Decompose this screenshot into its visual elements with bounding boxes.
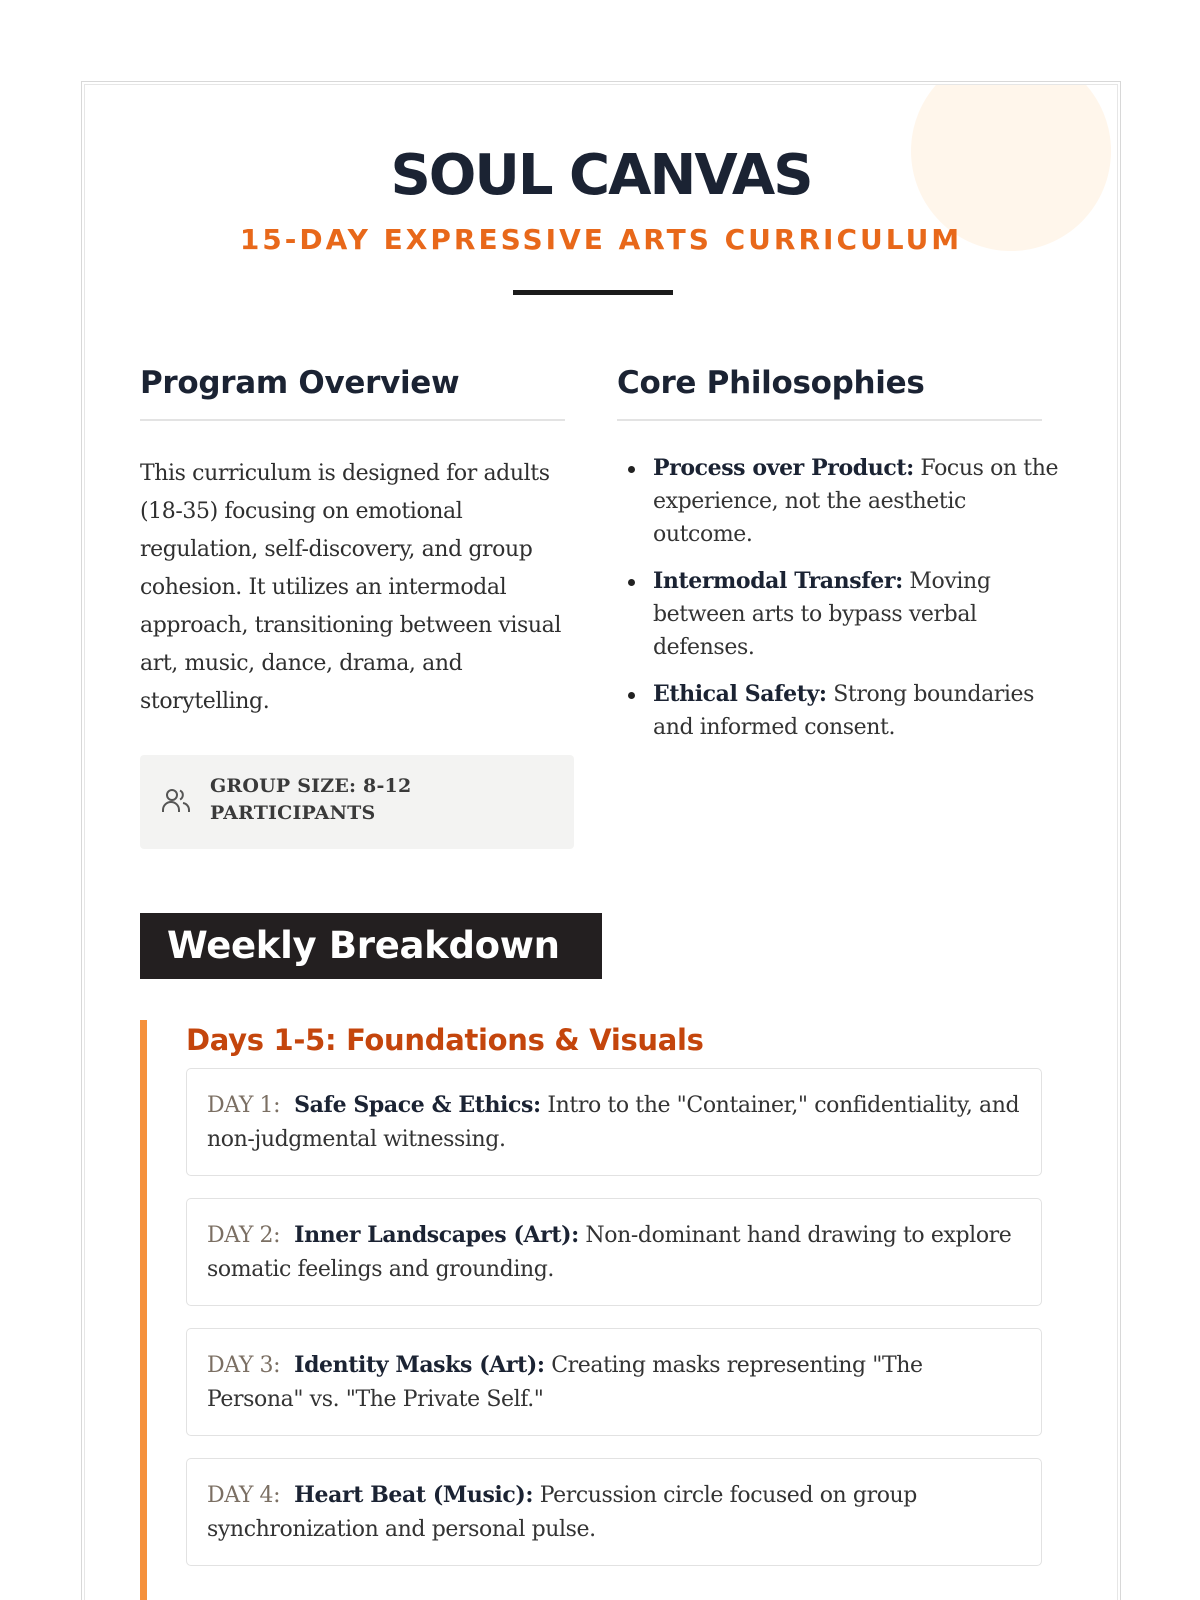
bullet-icon — [628, 466, 635, 473]
philosophies-rule — [617, 419, 1042, 421]
philosophy-text: Focus on the experience, not the aesthetic outcome. — [653, 456, 1059, 547]
philosophy-term: Intermodal Transfer: — [653, 568, 903, 594]
week1-title: Days 1-5: Foundations & Visuals — [186, 1023, 704, 1057]
philosophies-list — [620, 452, 1060, 758]
day-card — [186, 1328, 1042, 1436]
day-title: Inner Landscapes (Art): — [294, 1222, 579, 1248]
overview-heading: Program Overview — [140, 365, 460, 401]
day-label: DAY 3: — [207, 1353, 281, 1378]
philosophy-term: Ethical Safety: — [653, 681, 827, 707]
philosophy-term: Process over Product: — [653, 455, 914, 481]
list-item — [620, 452, 1060, 551]
list-item — [620, 565, 1060, 664]
group-size-box — [140, 755, 574, 849]
list-item — [620, 678, 1060, 744]
week-accent-line — [140, 1020, 147, 1600]
day-title: Heart Beat (Music): — [294, 1482, 534, 1508]
bullet-icon — [628, 692, 635, 699]
day-text: Non-dominant hand drawing to explore somatic feelings and grounding. — [207, 1223, 1012, 1282]
day-label: DAY 1: — [207, 1093, 281, 1118]
philosophies-heading: Core Philosophies — [617, 365, 925, 401]
overview-rule — [140, 419, 565, 421]
day-card — [186, 1458, 1042, 1566]
page-title: SOUL CANVAS — [390, 143, 812, 208]
page-inner-frame — [84, 84, 1118, 1600]
page-subtitle: 15-DAY EXPRESSIVE ARTS CURRICULUM — [239, 223, 963, 256]
weekly-breakdown-heading: Weekly Breakdown — [140, 913, 602, 979]
day-text: Creating masks representing "The Persona" vs. "The Private Self." — [207, 1353, 923, 1412]
day-card — [186, 1198, 1042, 1306]
title-divider — [513, 290, 673, 295]
philosophy-text: Moving between arts to bypass verbal defenses. — [653, 569, 991, 660]
day-card — [186, 1068, 1042, 1176]
day-label: DAY 2: — [207, 1223, 281, 1248]
bullet-icon — [628, 579, 635, 586]
day-title: Safe Space & Ethics: — [294, 1092, 541, 1118]
day-text: Percussion circle focused on group synchronization and personal pulse. — [207, 1483, 917, 1542]
document-page — [81, 81, 1121, 1600]
philosophy-text: Strong boundaries and informed consent. — [653, 682, 1035, 740]
group-size-text: GROUP SIZE: 8-12 PARTICIPANTS — [210, 775, 412, 824]
users-icon — [160, 785, 192, 817]
day-label: DAY 4: — [207, 1483, 281, 1508]
day-title: Identity Masks (Art): — [294, 1352, 545, 1378]
overview-body: This curriculum is designed for adults (18-35) focusing on emotional regulation, self-discovery, and group cohesion. It utilizes an intermodal approach, transitioning between visual art, music, dance, drama, and storytelling. — [140, 461, 562, 714]
day-text: Intro to the "Container," confidentiality, and non-judgmental witnessing. — [207, 1093, 1020, 1152]
